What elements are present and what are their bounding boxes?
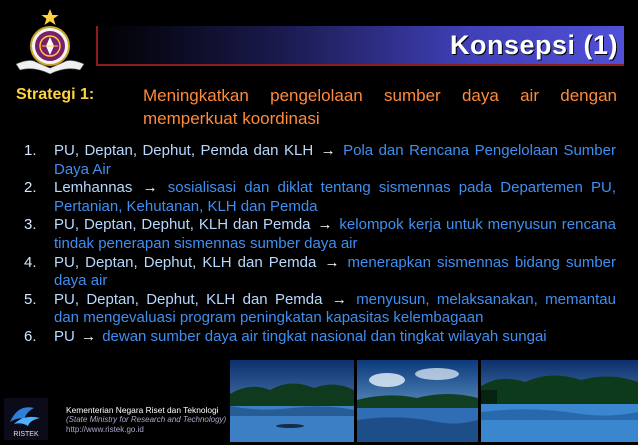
right-arrow-icon: → bbox=[317, 216, 333, 234]
page-title: Konsepsi (1) bbox=[449, 30, 618, 60]
agency-text: PU bbox=[54, 327, 75, 345]
strategy-label: Strategi 1: bbox=[16, 86, 95, 103]
right-arrow-icon: → bbox=[320, 142, 336, 159]
strategy-text: Meningkatkan pengelolaan sumber daya air dengan memperkuat koordinasi bbox=[143, 86, 617, 128]
action-text: menyusun, melaksanakan, memantau dan mengevaluasi program peningkatan kapasitas kelembagaan bbox=[54, 290, 616, 327]
agency-text: Lemhannas bbox=[54, 179, 133, 197]
action-text: dewan sumber daya air tingkat nasional dan tingkat wilayah sungai bbox=[102, 327, 547, 345]
ristek-logo-icon bbox=[4, 398, 48, 440]
agency-text: PU, Deptan, Dephut, KLH dan Pemda bbox=[54, 253, 317, 271]
right-arrow-icon: → bbox=[81, 327, 97, 345]
footer-url-link[interactable]: http://www.ristek.go.id bbox=[66, 425, 144, 434]
right-arrow-icon: → bbox=[142, 179, 158, 197]
action-text: kelompok kerja untuk menyusun rencana tindak penerapan sismennas sumber daya air bbox=[54, 216, 616, 252]
list-item bbox=[24, 254, 616, 291]
lake-photo-2 bbox=[357, 360, 478, 442]
footer-text bbox=[66, 405, 226, 435]
list-number: 6. bbox=[24, 327, 37, 345]
agency-text: PU, Deptan, Dephut, Pemda dan KLH bbox=[54, 142, 314, 159]
right-arrow-icon: → bbox=[324, 253, 340, 271]
ristek-logo-text: RISTEK bbox=[13, 431, 39, 438]
list-number: 1. bbox=[24, 142, 37, 159]
list-item bbox=[24, 216, 616, 253]
list-item bbox=[24, 179, 616, 216]
action-list bbox=[24, 142, 616, 347]
header-divider bbox=[96, 26, 98, 64]
list-item bbox=[24, 291, 616, 328]
list-number: 5. bbox=[24, 290, 37, 308]
list-item bbox=[24, 328, 616, 347]
list-number: 3. bbox=[24, 216, 37, 234]
lake-photo-3 bbox=[481, 360, 638, 442]
lake-photo-1 bbox=[230, 360, 354, 442]
right-arrow-icon: → bbox=[331, 290, 347, 308]
list-number: 2. bbox=[24, 179, 37, 197]
list-item bbox=[24, 142, 616, 179]
emblem-icon bbox=[6, 6, 94, 78]
action-text: Pola dan Rencana Pengelolaan Sumber Daya Air bbox=[54, 142, 616, 178]
agency-text: PU, Deptan, Dephut, KLH dan Pemda bbox=[54, 290, 323, 308]
footer-ministry-english: (State Ministry for Research and Technology) bbox=[66, 415, 227, 424]
action-text: menerapkan sismennas bidang sumber daya air bbox=[54, 253, 616, 290]
agency-text: PU, Deptan, Dephut, KLH dan Pemda bbox=[54, 216, 311, 234]
footer-ministry-name: Kementerian Negara Riset dan Teknologi bbox=[66, 405, 219, 415]
action-text: sosialisasi dan diklat tentang sismennas pada Departemen PU, Pertanian, Kehutanan, KLH dan Pemda bbox=[54, 179, 616, 215]
list-number: 4. bbox=[24, 253, 37, 271]
